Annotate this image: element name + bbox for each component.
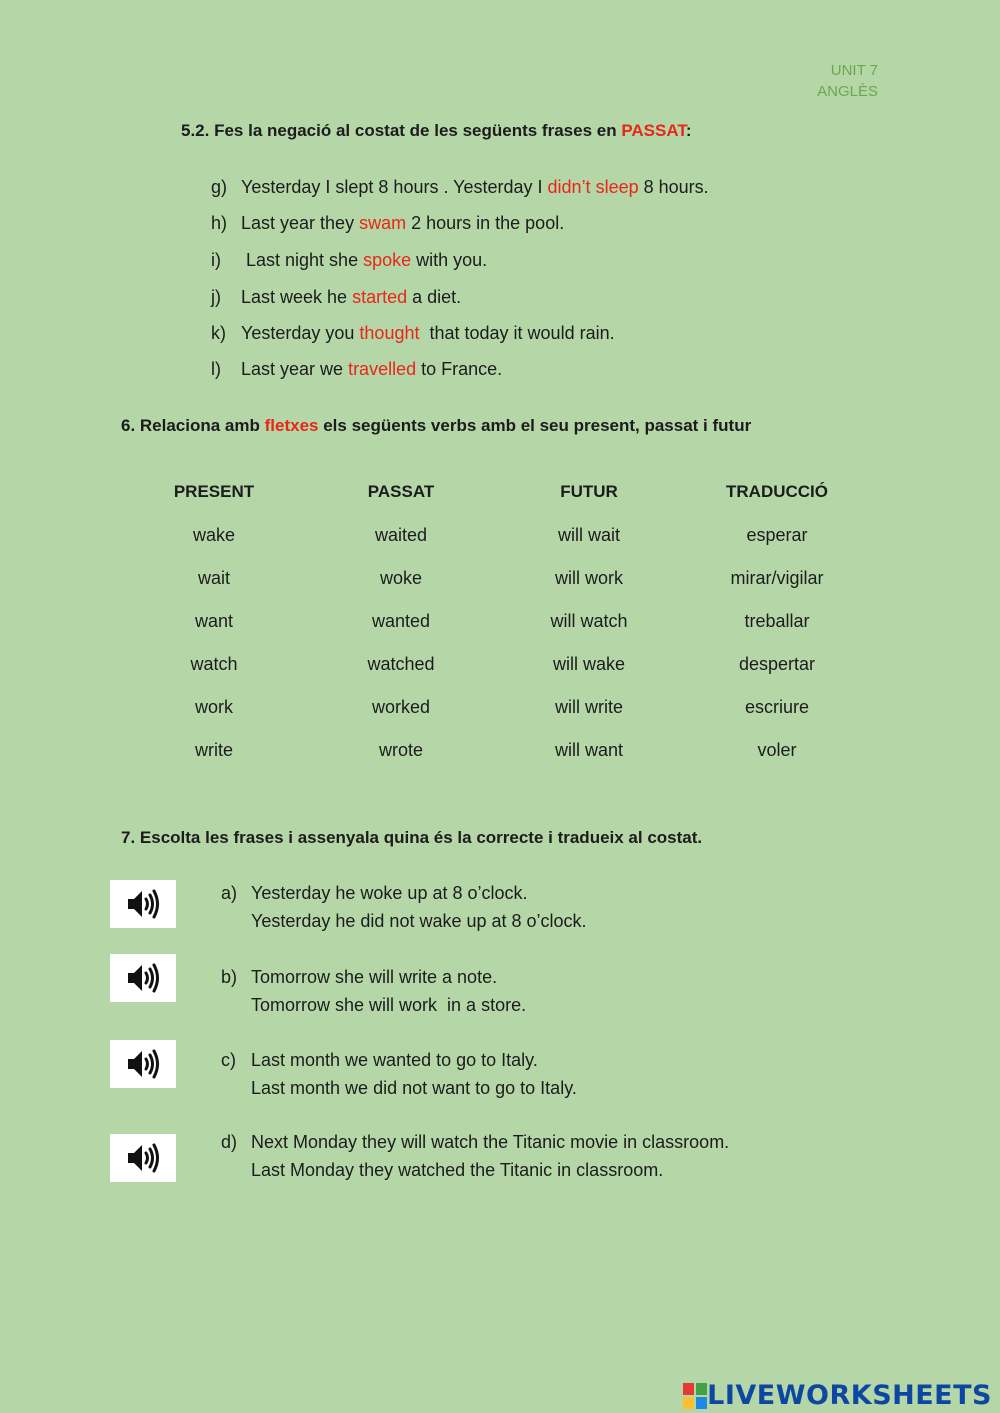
item-letter: c) — [221, 1050, 236, 1070]
item-text-end: 8 hours. — [638, 177, 709, 197]
item-text: Yesterday you — [241, 323, 360, 343]
option-sentence[interactable]: Next Monday they will watch the Titanic movie in classroom. — [251, 1132, 730, 1152]
section-6-title-highlight: fletxes — [264, 416, 319, 435]
item-text: Last week he — [241, 287, 353, 307]
audio-play-button-a[interactable] — [110, 880, 176, 928]
item-text-end: 2 hours in the pool. — [406, 213, 565, 233]
speaker-icon — [126, 887, 160, 921]
column-header: TRADUCCIÓ — [726, 482, 828, 501]
item-letter: d) — [221, 1132, 238, 1152]
liveworksheets-logo — [683, 1380, 992, 1411]
column-header: FUTUR — [560, 482, 618, 501]
translation-cell[interactable]: esperar — [746, 525, 808, 545]
item-highlight: swam — [359, 213, 407, 233]
column-header: PRESENT — [173, 482, 255, 501]
column-traduccio — [687, 479, 867, 780]
verb-cell[interactable]: will wake — [552, 654, 626, 674]
section-5-2-title-colon: : — [685, 121, 692, 140]
negation-item-i — [211, 250, 487, 271]
item-letter: h) — [211, 213, 228, 233]
item-letter: l) — [211, 359, 221, 379]
item-text: Last night she — [241, 250, 364, 270]
brand-name: LIVEWORKSHEETS — [707, 1380, 992, 1411]
section-7-title: 7. Escolta les frases i assenyala quina és la correcte i tradueix al costat. — [121, 828, 703, 847]
verb-cell[interactable]: will work — [554, 568, 623, 588]
negation-item-l — [211, 359, 502, 380]
translation-cell[interactable]: voler — [757, 740, 797, 760]
negation-item-g — [211, 177, 709, 198]
verb-cell[interactable]: work — [194, 697, 233, 717]
translation-cell[interactable]: despertar — [738, 654, 816, 674]
column-present — [124, 479, 304, 780]
column-passat — [311, 479, 491, 780]
column-futur — [499, 479, 679, 780]
verb-cell[interactable]: want — [194, 611, 234, 631]
verb-cell[interactable]: will write — [554, 697, 623, 717]
item-letter: g) — [211, 177, 228, 197]
item-text-end: a diet. — [407, 287, 462, 307]
listening-item-a — [221, 879, 587, 935]
item-text-end: with you. — [411, 250, 488, 270]
audio-play-button-c[interactable] — [110, 1040, 176, 1088]
item-text: Last year they — [241, 213, 360, 233]
column-header: PASSAT — [367, 482, 435, 501]
verb-cell[interactable]: will wait — [557, 525, 620, 545]
verb-cell[interactable]: watched — [367, 654, 435, 674]
item-letter: i) — [211, 250, 221, 270]
speaker-icon — [126, 1141, 160, 1175]
item-highlight: spoke — [363, 250, 412, 270]
section-5-2-title — [181, 121, 692, 141]
speaker-icon — [126, 961, 160, 995]
section-6-title-text-end: els següents verbs amb el seu present, passat i futur — [318, 416, 752, 435]
translation-cell[interactable]: escriure — [744, 697, 810, 717]
verb-cell[interactable]: wait — [197, 568, 230, 588]
listening-item-d — [221, 1128, 729, 1184]
option-sentence[interactable]: Yesterday he did not wake up at 8 o’clock. — [251, 911, 587, 931]
negation-item-k — [211, 323, 615, 344]
liveworksheets-logo-icon — [683, 1383, 707, 1409]
item-text-end: to France. — [416, 359, 503, 379]
item-text: Last year we — [241, 359, 349, 379]
section-5-2-title-text: 5.2. Fes la negació al costat de les següents frases en — [181, 121, 622, 140]
unit-number: UNIT 7 — [830, 62, 878, 79]
translation-cell[interactable]: treballar — [744, 611, 810, 631]
verb-cell[interactable]: wanted — [371, 611, 431, 631]
option-sentence[interactable]: Yesterday he woke up at 8 o’clock. — [251, 883, 528, 903]
item-letter: a) — [221, 883, 238, 903]
section-6-title — [121, 416, 751, 436]
verb-cell[interactable]: waited — [374, 525, 428, 545]
option-sentence[interactable]: Last Monday they watched the Titanic in classroom. — [251, 1160, 664, 1180]
section-6-title-text: 6. Relaciona amb — [121, 416, 265, 435]
listening-item-c — [221, 1046, 577, 1102]
item-highlight: didn’t sleep — [547, 177, 639, 197]
verb-cell[interactable]: watch — [190, 654, 238, 674]
verb-cell[interactable]: will watch — [550, 611, 628, 631]
verb-cell[interactable]: worked — [371, 697, 431, 717]
option-sentence[interactable]: Last month we wanted to go to Italy. — [251, 1050, 538, 1070]
option-sentence[interactable]: Tomorrow she will write a note. — [251, 967, 498, 987]
translation-cell[interactable]: mirar/vigilar — [730, 568, 824, 588]
item-text-end: that today it would rain. — [419, 323, 615, 343]
item-text: Yesterday I slept 8 hours . Yesterday I — [241, 177, 548, 197]
unit-label — [817, 60, 878, 102]
negation-item-h — [211, 213, 564, 234]
item-letter: k) — [211, 323, 226, 343]
subject-name: ANGLÈS — [817, 83, 878, 100]
speaker-icon — [126, 1047, 160, 1081]
verb-cell[interactable]: will want — [554, 740, 624, 760]
negation-item-j — [211, 287, 461, 308]
listening-item-b — [221, 963, 526, 1019]
audio-play-button-b[interactable] — [110, 954, 176, 1002]
item-highlight: started — [352, 287, 408, 307]
item-letter: j) — [211, 287, 221, 307]
option-sentence[interactable]: Tomorrow she will work in a store. — [251, 995, 527, 1015]
verb-cell[interactable]: wake — [192, 525, 236, 545]
item-highlight: travelled — [348, 359, 417, 379]
verb-cell[interactable]: wrote — [378, 740, 423, 760]
option-sentence[interactable]: Last month we did not want to go to Italy. — [251, 1078, 577, 1098]
verb-cell[interactable]: write — [194, 740, 233, 760]
verb-cell[interactable]: woke — [379, 568, 423, 588]
item-letter: b) — [221, 967, 238, 987]
section-5-2-title-highlight: PASSAT — [621, 121, 686, 140]
audio-play-button-d[interactable] — [110, 1134, 176, 1182]
item-highlight: thought — [359, 323, 420, 343]
